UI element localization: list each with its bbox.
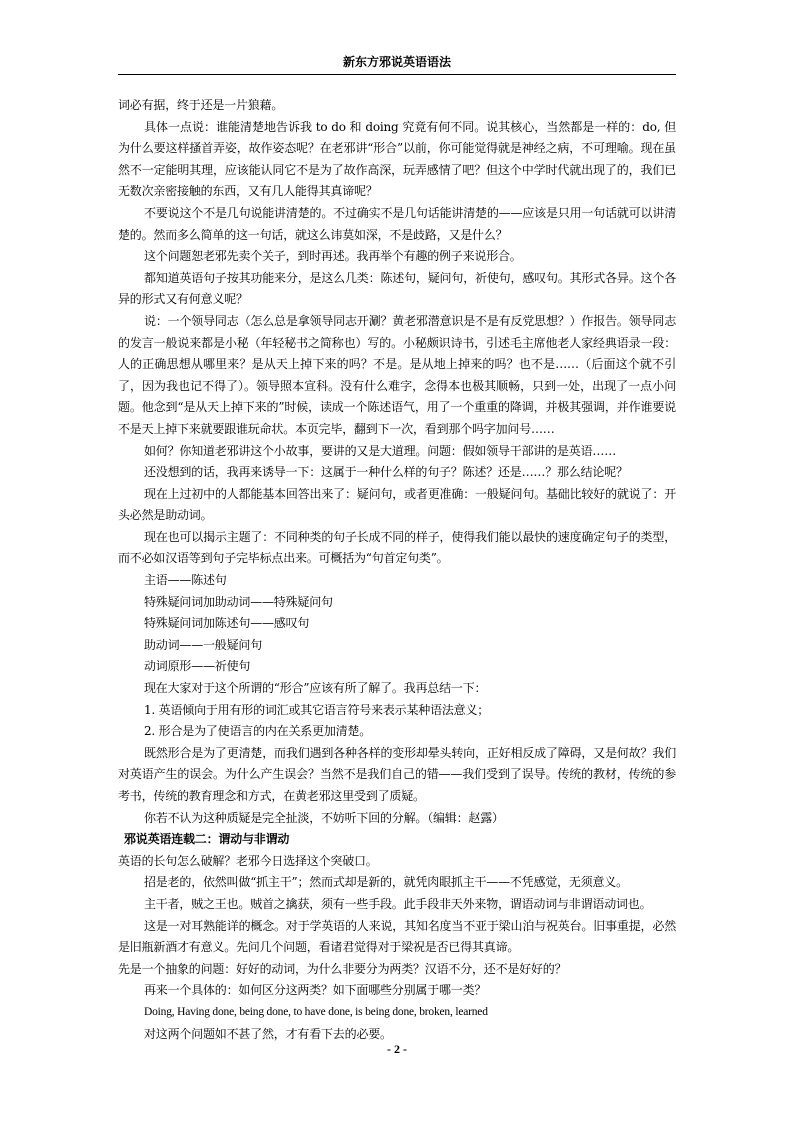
- paragraph: 现在也可以揭示主题了：不同种类的句子长成不同的样子，使得我们能以最快的速度确定句子的类型，而不必如汉语等到句子完毕标点出来。可概括为“句首定句类”。: [118, 529, 676, 566]
- header-title: 新东方邪说英语语法: [342, 55, 451, 69]
- paragraph: 1. 英语倾向于用有形的词汇或其它语言符号来表示某种语法意义；: [144, 702, 490, 717]
- page-header: [118, 52, 676, 75]
- paragraph: 还没想到的话，我再来诱导一下：这属于一种什么样的句子？陈述？还是……？那么结论呢？: [144, 465, 628, 480]
- paragraph: 对这两个问题如不甚了然，才有看下去的必要。: [144, 1026, 392, 1041]
- paragraph: 特殊疑问词加助动词——特殊疑问句: [144, 594, 333, 609]
- paragraph: Doing, Having done, being done, to have done, is being done, broken, learned: [144, 1005, 488, 1018]
- paragraph: 这是一对耳熟能详的概念。对于学英语的人来说，其知名度当不亚于梁山泊与祝英台。旧事重提，必然是旧瓶新酒才有意义。先问几个问题，看诸君觉得对于梁祝是否已得其真谛。: [118, 918, 676, 955]
- paragraph: 2. 形合是为了使语言的内在关系更加清楚。: [144, 724, 372, 739]
- page-number: - 2 -: [387, 1042, 407, 1056]
- paragraph: 再来一个具体的：如何区分这两类？如下面哪些分别属于哪一类？: [144, 983, 487, 998]
- paragraph: 现在上过初中的人都能基本回答出来了：疑问句，或者更准确：一般疑问句。基础比较好的就说了：开头必然是助动词。: [118, 486, 676, 523]
- section-heading: 邪说英语连载二：谓动与非谓动: [124, 832, 290, 847]
- paragraph: 你若不认为这种质疑是完全扯淡，不妨听下回的分解。（编辑：赵露）: [144, 810, 504, 825]
- paragraph: 具体一点说：谁能清楚地告诉我 to do 和 doing 究竟有何不同。说其核心，当然都是一样的：do, 但为什么要这样搔首弄姿，故作姿态呢？在老邪讲“形合”以前，你可能觉得就是神经之病，不可理喻。现在虽然不一定能明其理，应该能认同它不是为了故作高深，玩弄感情了吧？但这个中学时代就出现了的，我们已无数次亲密接触的东西，又有几人能得其真谛呢？: [118, 119, 676, 199]
- paragraph: 先是一个抽象的问题：好好的动词，为什么非要分为两类？汉语不分，还不是好好的？: [118, 961, 567, 976]
- paragraph: 动词原形——祈使句: [144, 659, 251, 674]
- paragraph: 如何？你知道老邪讲这个小故事，要讲的又是大道理。问题：假如领导干部讲的是英语……: [144, 443, 617, 458]
- document-body: [118, 95, 676, 1045]
- paragraph: 说：一个领导同志（怎么总是拿领导同志开涮？黄老邪潜意识是不是有反党思想？）作报告。领导同志的发言一般说来都是小秘（年轻秘书之简称也）写的。小秘颇识诗书，引述毛主席他老人家经典语录一段：人的正确思想从哪里来？是从天上掉下来的吗？不是。是从地上掉来的吗？也不是……（后面这个就不引了，因为我也记不得了）。领导照本宣科。没有什么难字，念得本也极其顺畅，只到一处，出现了一点小问题。他念到“是从天上掉下来的”时候，读成一个陈述语气，用了一个重重的降调，并极其强调，并作谁要说不是天上掉下来就要跟谁玩命状。本页完毕，翻到下一次，看到那个吗字加问号……: [118, 313, 676, 436]
- paragraph: 词必有据，终于还是一片狼藉。: [118, 98, 284, 112]
- paragraph: 这个问题恕老邪先卖个关子，到时再述。我再举个有趣的例子来说形合。: [144, 249, 522, 264]
- paragraph: 主干者，贼之王也。贼首之擒获，须有一些手段。此手段非天外来物，谓语动词与非谓语动词也。: [144, 896, 652, 911]
- paragraph: 都知道英语句子按其功能来分，是这么几类：陈述句，疑问句，祈使句，感叹句。其形式各异。这个各异的形式又有何意义呢？: [118, 270, 676, 307]
- paragraph: 现在大家对于这个所谓的“形合”应该有所了解了。我再总结一下：: [144, 681, 487, 696]
- paragraph: 招是老的，依然叫做“抓主干”；然而式却是新的，就凭肉眼抓主干——不凭感觉，无须意义。: [144, 875, 628, 890]
- paragraph: 助动词——一般疑问句: [144, 637, 263, 652]
- paragraph: 特殊疑问词加陈述句——感叹句: [144, 616, 310, 631]
- paragraph: 不要说这个不是几句说能讲清楚的。不过确实不是几句话能讲清楚的——应该是只用一句话就可以讲清楚的。然而多么简单的这一句话，就这么讳莫如深，不是歧路，又是什么？: [118, 205, 676, 242]
- paragraph: 主语——陈述句: [144, 573, 227, 588]
- paragraph: 英语的长句怎么破解？老邪今日选择这个突破口。: [118, 853, 378, 868]
- paragraph: 既然形合是为了更清楚，而我们遇到各种各样的变形却晕头转向，正好相反成了障碍，又是何故？我们对英语产生的误会。为什么产生误会？当然不是我们自己的错——我们受到了误导。传统的教材，传统的参考书，传统的教育理念和方式，在黄老邪这里受到了质疑。: [118, 745, 676, 803]
